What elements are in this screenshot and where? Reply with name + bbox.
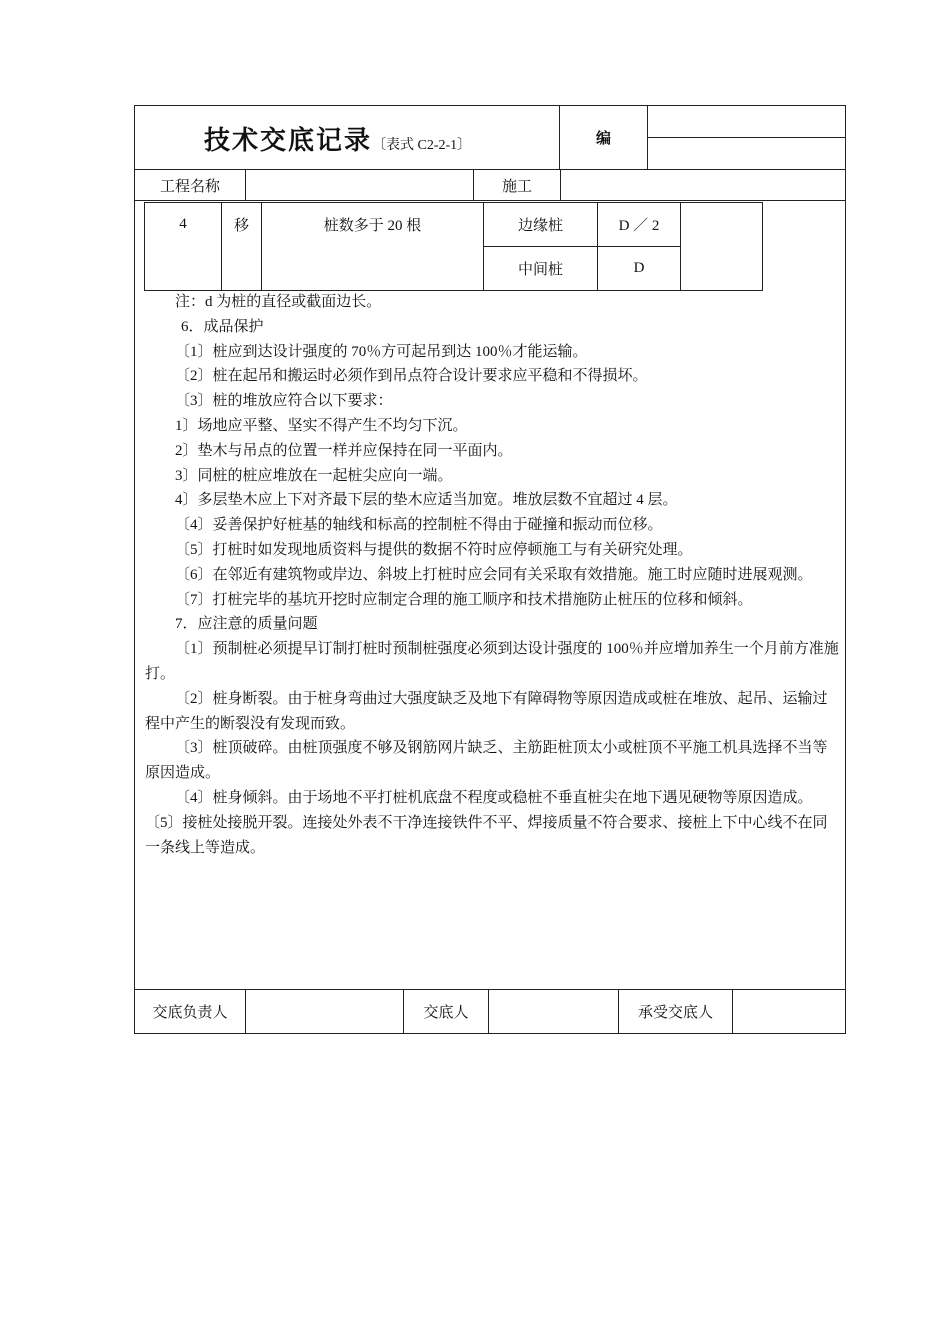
construction-label: 施工: [501, 178, 532, 195]
s6-item-1: 〔1〕桩应到达设计强度的 70％方可起吊到达 100％才能运输。: [175, 343, 588, 360]
serial-value-1[interactable]: [648, 106, 845, 137]
s6-subitem-3: 3〕同桩的桩应堆放在一起桩尖应向一端。: [175, 467, 453, 484]
s6-item-5: 〔5〕打桩时如发现地质资料与提供的数据不符时应停顿施工与有关研究处理。: [175, 541, 693, 558]
info-bottom-line: [134, 200, 846, 201]
s6-item-4: 〔4〕妥善保护好桩基的轴线和标高的控制桩不得由于碰撞和振动而位移。: [175, 517, 663, 534]
s6-subitem-2: 2〕垫木与吊点的位置一样并应保持在同一平面内。: [175, 442, 513, 459]
s7-item-1: 〔1〕预制桩必须提早订制打桩时预制桩强度必须到达设计强度的 100％并应增加养生一个月前方准施打。: [145, 641, 839, 682]
note-text: 注：d 为桩的直径或截面边长。: [175, 294, 382, 310]
form-code: 〔表式 C2-2-1〕: [372, 138, 472, 153]
middle-pile-label: 中间桩: [517, 262, 563, 278]
s6-item-2: 〔2〕桩在起吊和搬运时必须作到吊点符合设计要求应平稳和不得损坏。: [175, 368, 648, 385]
serial-value-2[interactable]: [648, 138, 845, 169]
section-7-title: 7．应注意的质量问题: [175, 616, 318, 633]
page-title: 技术交底记录: [204, 126, 373, 155]
s6-item-3: 〔3〕桩的堆放应符合以下要求：: [175, 393, 393, 410]
s7-item-5: 〔5〕接桩处接脱开裂。连接处外表不干净连接铁件不平、焊接质量不符合要求、接桩上下中心线不在同一条线上等造成。: [145, 814, 828, 856]
s6-subitem-4: 4〕多层垫木应上下对齐最下层的垫木应适当加宽。堆放层数不宜超过 4 层。: [175, 492, 678, 509]
frame-bottom: [134, 1033, 846, 1034]
pile-col-5: [680, 202, 681, 291]
s7-item-3: 〔3〕桩顶破碎。由桩顶强度不够及钢筋网片缺乏、主筋距桩顶太小或桩顶不平施工机具选择不当等原因造成。: [145, 740, 828, 782]
project-name-label: 工程名称: [159, 178, 220, 195]
receiver-field[interactable]: [733, 990, 845, 1033]
project-name-value[interactable]: [246, 170, 473, 200]
pile-row-item: 移: [233, 218, 249, 234]
discloser-label: 交底人: [423, 1005, 469, 1021]
s6-item-6: 〔6〕在邻近有建筑物或岸边、斜坡上打桩时应会同有关采取有效措施。施工时应随时进展观测。: [175, 566, 813, 583]
receiver-label: 承受交底人: [637, 1005, 713, 1021]
serial-label: 编: [595, 128, 611, 147]
pile-row-condition: 桩数多于 20 根: [323, 218, 422, 234]
middle-pile-value: D: [633, 260, 645, 276]
s6-item-7: 〔7〕打桩完毕的基坑开挖时应制定合理的施工顺序和技术措施防止桩压的位移和倾斜。: [175, 591, 753, 608]
s7-item-4: 〔4〕桩身倾斜。由于场地不平打桩机底盘不程度或稳桩不垂直桩尖在地下遇见硬物等原因造成。: [175, 789, 813, 806]
construction-value[interactable]: [561, 170, 845, 200]
responsible-person-field[interactable]: [246, 990, 403, 1033]
form-title: [204, 120, 471, 157]
discloser-field[interactable]: [489, 990, 618, 1033]
section-6-title: 6．成品保护: [181, 318, 264, 335]
edge-pile-value: D ／ 2: [618, 218, 660, 234]
responsible-person-label: 交底负责人: [152, 1005, 228, 1021]
edge-pile-label: 边缘桩: [517, 218, 563, 234]
pile-col-6: [762, 202, 763, 291]
pile-row-no: 4: [179, 216, 187, 232]
s7-item-2: 〔2〕桩身断裂。由于桩身弯曲过大强度缺乏及地下有障碍物等原因造成或桩在堆放、起吊、运输过程中产生的断裂没有发现而致。: [145, 690, 828, 732]
disclosure-content: [145, 290, 840, 860]
frame-right: [845, 105, 846, 1034]
s6-subitem-1: 1〕场地应平整、坚实不得产生不均匀下沉。: [175, 417, 468, 434]
frame-left: [134, 105, 135, 1034]
